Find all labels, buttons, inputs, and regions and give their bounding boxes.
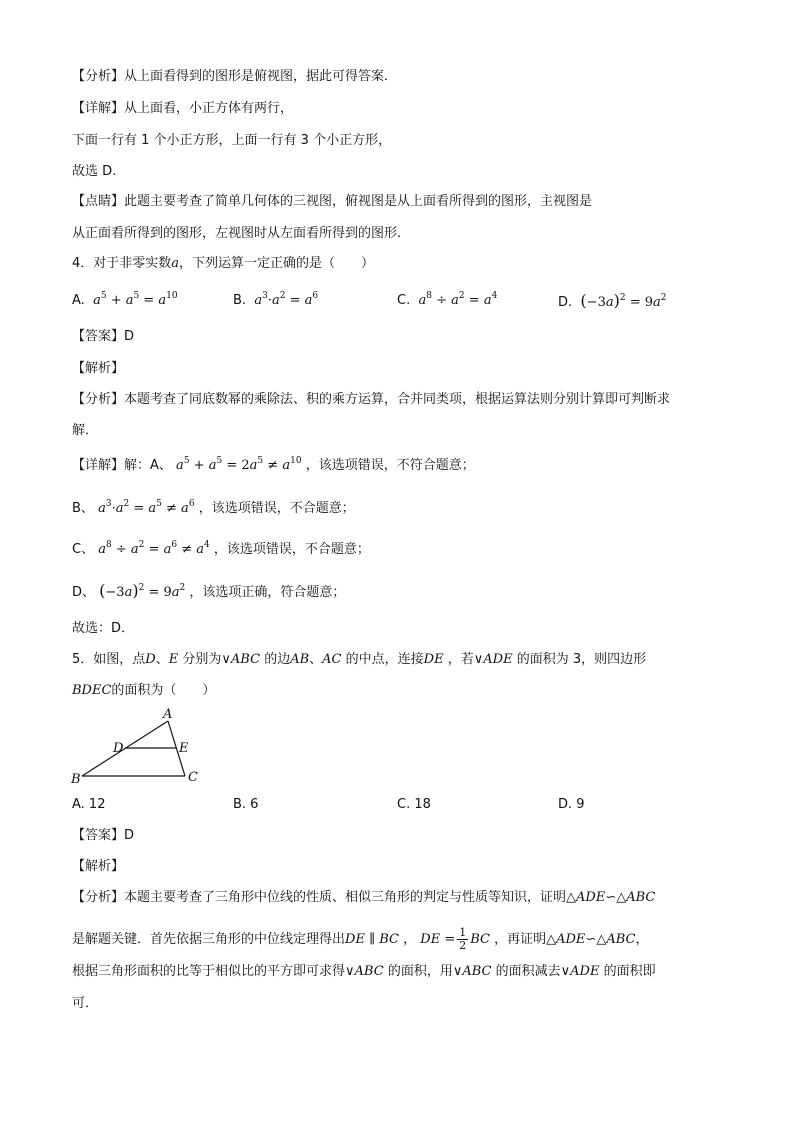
vertex-label-e: E: [179, 741, 189, 756]
q5-analysis-2: 是解题关键．首先依据三角形的中位线定理得出DE ∥ BC ， DE = $\frac{1}{2}$ BC ，再证明△ADE∽△ABC，: [72, 926, 649, 952]
q4-detail-c: C、 $a^8 \div a^2 = a^6 \ne a^4$ ，该选项错误，不合题意；: [72, 540, 370, 557]
q5-option-c: C. 18: [397, 797, 431, 812]
q5-analysis-1: 【分析】本题主要考查了三角形中位线的性质、相似三角形的判定与性质等知识，证明△ADE∽△ABC: [72, 890, 656, 905]
q4-analysis: 【分析】本题考查了同底数幂的乘除法、积的乘方运算，合并同类项，根据运算法则分别计算即可判断求: [72, 392, 671, 407]
q5-analysis-3: 根据三角形面积的比等于相似比的平方即可求得∨ABC 的面积，用∨ABC 的面积减去∨ADE 的面积即: [72, 964, 656, 979]
q4-answer: 【答案】D: [72, 329, 135, 344]
q5-analysis-label: 【解析】: [72, 859, 125, 874]
vertex-label-c: C: [188, 770, 198, 785]
q4-option-a: A. $a^5 + a^5 = a^{10}$: [72, 291, 178, 308]
q4-choice: 故选：D．: [72, 621, 135, 636]
q4-detail-d: D、 $(-3a)^2 = 9a^2$ ，该选项正确，符合题意；: [72, 581, 346, 600]
q4-analysis: 解．: [72, 423, 99, 438]
q4-detail-a: 【详解】解：A、 $a^5 + a^5 = 2a^5 \ne a^{10}$ ，该选项错误，不符合题意；: [72, 456, 475, 473]
analysis-line: 【分析】从上面看得到的图形是俯视图，据此可得答案．: [72, 69, 398, 84]
question-5-stem-2: BDEC的面积为（ ）: [72, 683, 216, 698]
q4-option-b: B. $a^3\cdot a^2 = a^6$: [233, 291, 319, 308]
question-5-stem: 5．如图，点D、E 分别为∨ABC 的边AB、AC 的中点，连接DE ，若∨ADE 的面积为 3，则四边形: [72, 652, 647, 667]
q4-analysis-label: 【解析】: [72, 361, 125, 376]
triangle-figure: [68, 703, 208, 789]
q5-option-b: B. 6: [233, 797, 259, 812]
q4-option-c: C. $a^8 \div a^2 = a^4$: [397, 291, 498, 308]
detail-line: 故选 D.: [72, 164, 117, 179]
q5-option-d: D. 9: [558, 797, 585, 812]
q5-answer: 【答案】D: [72, 828, 135, 843]
question-4-stem: 4．对于非零实数a，下列运算一定正确的是（ ）: [72, 256, 375, 271]
tip-line: 从正面看所得到的图形，左视图时从左面看所得到的图形.: [72, 226, 402, 241]
vertex-label-a: A: [163, 707, 173, 722]
fraction-one-half: $\frac{1}{2}$: [459, 926, 467, 952]
q5-analysis-4: 可．: [72, 996, 99, 1011]
q5-option-a: A. 12: [72, 797, 106, 812]
tip-line: 【点睛】此题主要考查了简单几何体的三视图，俯视图是从上面看所得到的图形，主视图是: [72, 194, 593, 209]
detail-line: 【详解】从上面看，小正方体有两行，: [72, 101, 294, 116]
q4-detail-b: B、 $a^3\cdot a^2 = a^5 \ne a^6$ ，该选项错误，不合题意；: [72, 499, 355, 516]
detail-line: 下面一行有 1 个小正方形，上面一行有 3 个小正方形，: [72, 133, 392, 148]
vertex-label-b: B: [71, 772, 81, 787]
q4-option-d: D. $(-3a)^2 = 9a^2$: [558, 291, 667, 310]
vertex-label-d: D: [113, 741, 124, 756]
